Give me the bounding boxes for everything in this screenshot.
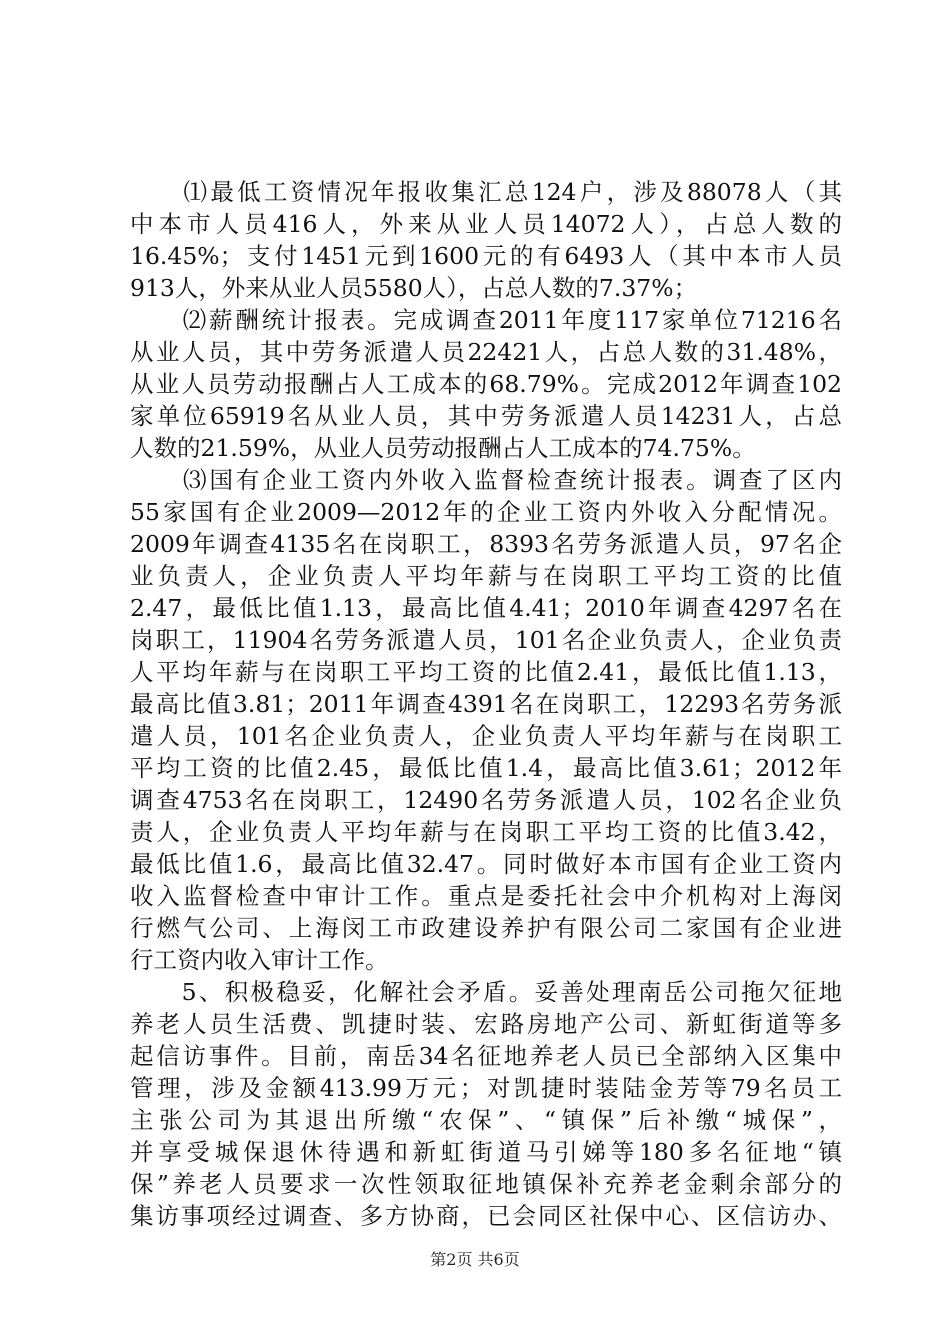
text-line: 中本市人员416人，外来从业人员14072人），占总人数的	[130, 210, 842, 238]
page-footer	[0, 1250, 950, 1270]
text-line: 2.47，最低比值1.13，最高比值4.41；2010年调查4297名在	[130, 594, 842, 622]
text-line: ⑶国有企业工资内外收入监督检查统计报表。调查了区内	[130, 466, 842, 494]
text-line: 913人，外来从业人员5580人），占总人数的7.37%；	[130, 274, 698, 302]
text-line: 集访事项经过调查、多方协商，已会同区社保中心、区信访办、	[130, 1202, 842, 1230]
text-line: 2009年调查4135名在岗职工，8393名劳务派遣人员，97名企	[130, 530, 842, 558]
document-body	[130, 176, 842, 1232]
text-line: 人数的21.59%，从业人员劳动报酬占人工成本的74.75%。	[130, 434, 756, 462]
paragraph	[130, 176, 842, 304]
text-line: 从业人员，其中劳务派遣人员22421人，占总人数的31.48%，	[130, 338, 842, 366]
text-line: 养老人员生活费、凯捷时装、宏路房地产公司、新虹街道等多	[130, 1010, 842, 1038]
page-number-label: 第2页 共6页	[430, 1250, 520, 1269]
text-line: ⑴最低工资情况年报收集汇总124户，涉及88078人（其	[130, 178, 842, 206]
paragraph	[130, 464, 842, 976]
text-line: 最高比值3.81；2011年调查4391名在岗职工，12293名劳务派	[130, 690, 842, 718]
text-line: 人平均年薪与在岗职工平均工资的比值2.41，最低比值1.13，	[130, 658, 842, 686]
paragraph	[130, 304, 842, 464]
text-line: 平均工资的比值2.45，最低比值1.4，最高比值3.61；2012年	[130, 754, 842, 782]
text-line: 责人，企业负责人平均年薪与在岗职工平均工资的比值3.42，	[130, 818, 842, 846]
text-line: 调查4753名在岗职工，12490名劳务派遣人员，102名企业负	[130, 786, 842, 814]
text-line: ⑵薪酬统计报表。完成调查2011年度117家单位71216名	[130, 306, 842, 334]
text-line: 家单位65919名从业人员，其中劳务派遣人员14231人，占总	[130, 402, 842, 430]
text-line: 业负责人，企业负责人平均年薪与在岗职工平均工资的比值	[130, 562, 842, 590]
text-line: 主张公司为其退出所缴“农保”、“镇保”后补缴“城保”，	[130, 1106, 842, 1134]
paragraph	[130, 976, 842, 1232]
text-line: 行燃气公司、上海闵工市政建设养护有限公司二家国有企业进	[130, 914, 842, 942]
text-line: 管理，涉及金额413.99万元；对凯捷时装陆金芳等79名员工	[130, 1074, 842, 1102]
text-line: 遣人员，101名企业负责人，企业负责人平均年薪与在岗职工	[130, 722, 842, 750]
text-line: 16.45%；支付1451元到1600元的有6493人（其中本市人员	[130, 242, 842, 270]
text-line: 收入监督检查中审计工作。重点是委托社会中介机构对上海闵	[130, 882, 842, 910]
text-line: 从业人员劳动报酬占人工成本的68.79%。完成2012年调查102	[130, 370, 842, 398]
text-line: 行工资内收入审计工作。	[130, 946, 389, 974]
text-line: 最低比值1.6，最高比值32.47。同时做好本市国有企业工资内	[130, 850, 842, 878]
text-line: 并享受城保退休待遇和新虹街道马引娣等180多名征地“镇	[130, 1138, 842, 1166]
text-line: 保”养老人员要求一次性领取征地镇保补充养老金剩余部分的	[130, 1170, 842, 1198]
text-line: 5、积极稳妥，化解社会矛盾。妥善处理南岳公司拖欠征地	[130, 978, 842, 1006]
text-line: 55家国有企业2009—2012年的企业工资内外收入分配情况。	[130, 498, 842, 526]
text-line: 岗职工，11904名劳务派遣人员，101名企业负责人，企业负责	[130, 626, 842, 654]
text-line: 起信访事件。目前，南岳34名征地养老人员已全部纳入区集中	[130, 1042, 842, 1070]
